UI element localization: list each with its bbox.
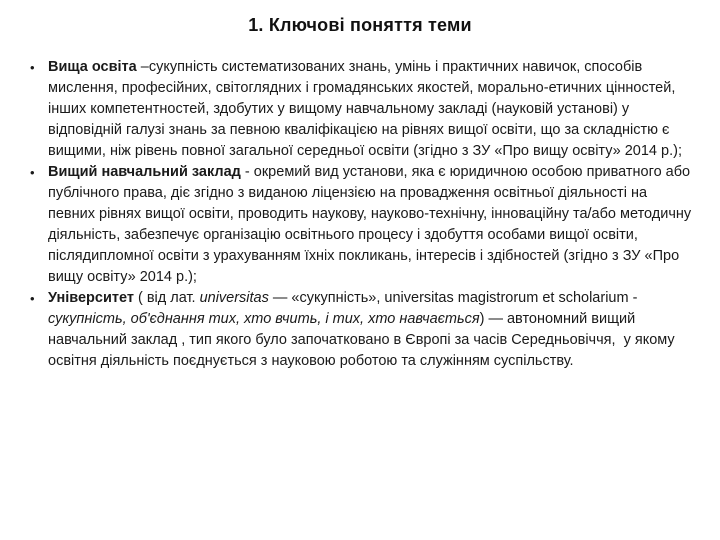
latin-term-italic: universitas bbox=[199, 290, 269, 306]
bullet-definition: - окремий вид установи, яка є юридичною особою приватного або публічного права, діє згідно з виданою ліцензією на провадження освітньої діяльності на певних рівнях вищої освіти, проводить наукову, науково-технічну, інноваційну та/або методичну діяльність, забезпечує організацію освітнього процесу і здобуття особами вищої освіти, післядипломної освіти з урахуванням їхніх покликань, інтересів і здібностей (згідно з ЗУ «Про вищу освіту» 2014 р.); bbox=[48, 164, 696, 285]
bullet-list bbox=[30, 57, 696, 372]
bullet-term: Університет bbox=[48, 290, 134, 306]
bullet-text bbox=[48, 162, 696, 288]
bullet-text bbox=[48, 57, 692, 162]
bullet-definition-segment: — «сукупність», universitas magistrorum et scholarium - bbox=[268, 290, 642, 306]
bullet-definition-segment: ) — автономний вищий навчальний заклад , тип якого було започатковано в Європі за часів Середньовіччя, у якому освітня діяльність поєднується з науковою роботою та служінням суспільству. bbox=[48, 311, 679, 369]
definition-italic: сукупність, об'єднання тих, хто вчить, і тих, хто навчається bbox=[48, 311, 480, 327]
bullet-definition: –сукупність систематизованих знань, умінь і практичних навичок, способів мислення, професійних, світоглядних і громадянських якостей, морально-етичних цінностей, інших компетентностей, здобутих у вищому навчальному закладі (науковій установі) у відповідній галузі знань за певною кваліфікацією на рівнях вищої освіти, що за складністю є вищими, ніж рівень повної загальної середньої освіти (згідно з ЗУ «Про вищу освіту» 2014 р.); bbox=[48, 59, 682, 159]
bullet-item-universytet bbox=[30, 288, 692, 372]
bullet-dot-icon: • bbox=[30, 291, 35, 306]
bullet-term: Вища освіта bbox=[48, 59, 137, 75]
bullet-dot-icon: • bbox=[30, 60, 35, 75]
bullet-dot-icon: • bbox=[30, 165, 35, 180]
slide-body bbox=[30, 57, 696, 372]
bullet-term: Вищий навчальний заклад bbox=[48, 164, 241, 180]
bullet-text bbox=[48, 288, 692, 372]
bullet-item-vyshchyi-navchalnyi-zaklad bbox=[30, 162, 696, 288]
bullet-item-vyshcha-osvita bbox=[30, 57, 692, 162]
slide-title: 1. Ключові поняття теми bbox=[248, 15, 472, 35]
bullet-definition-segment: ( від лат. bbox=[133, 290, 200, 306]
